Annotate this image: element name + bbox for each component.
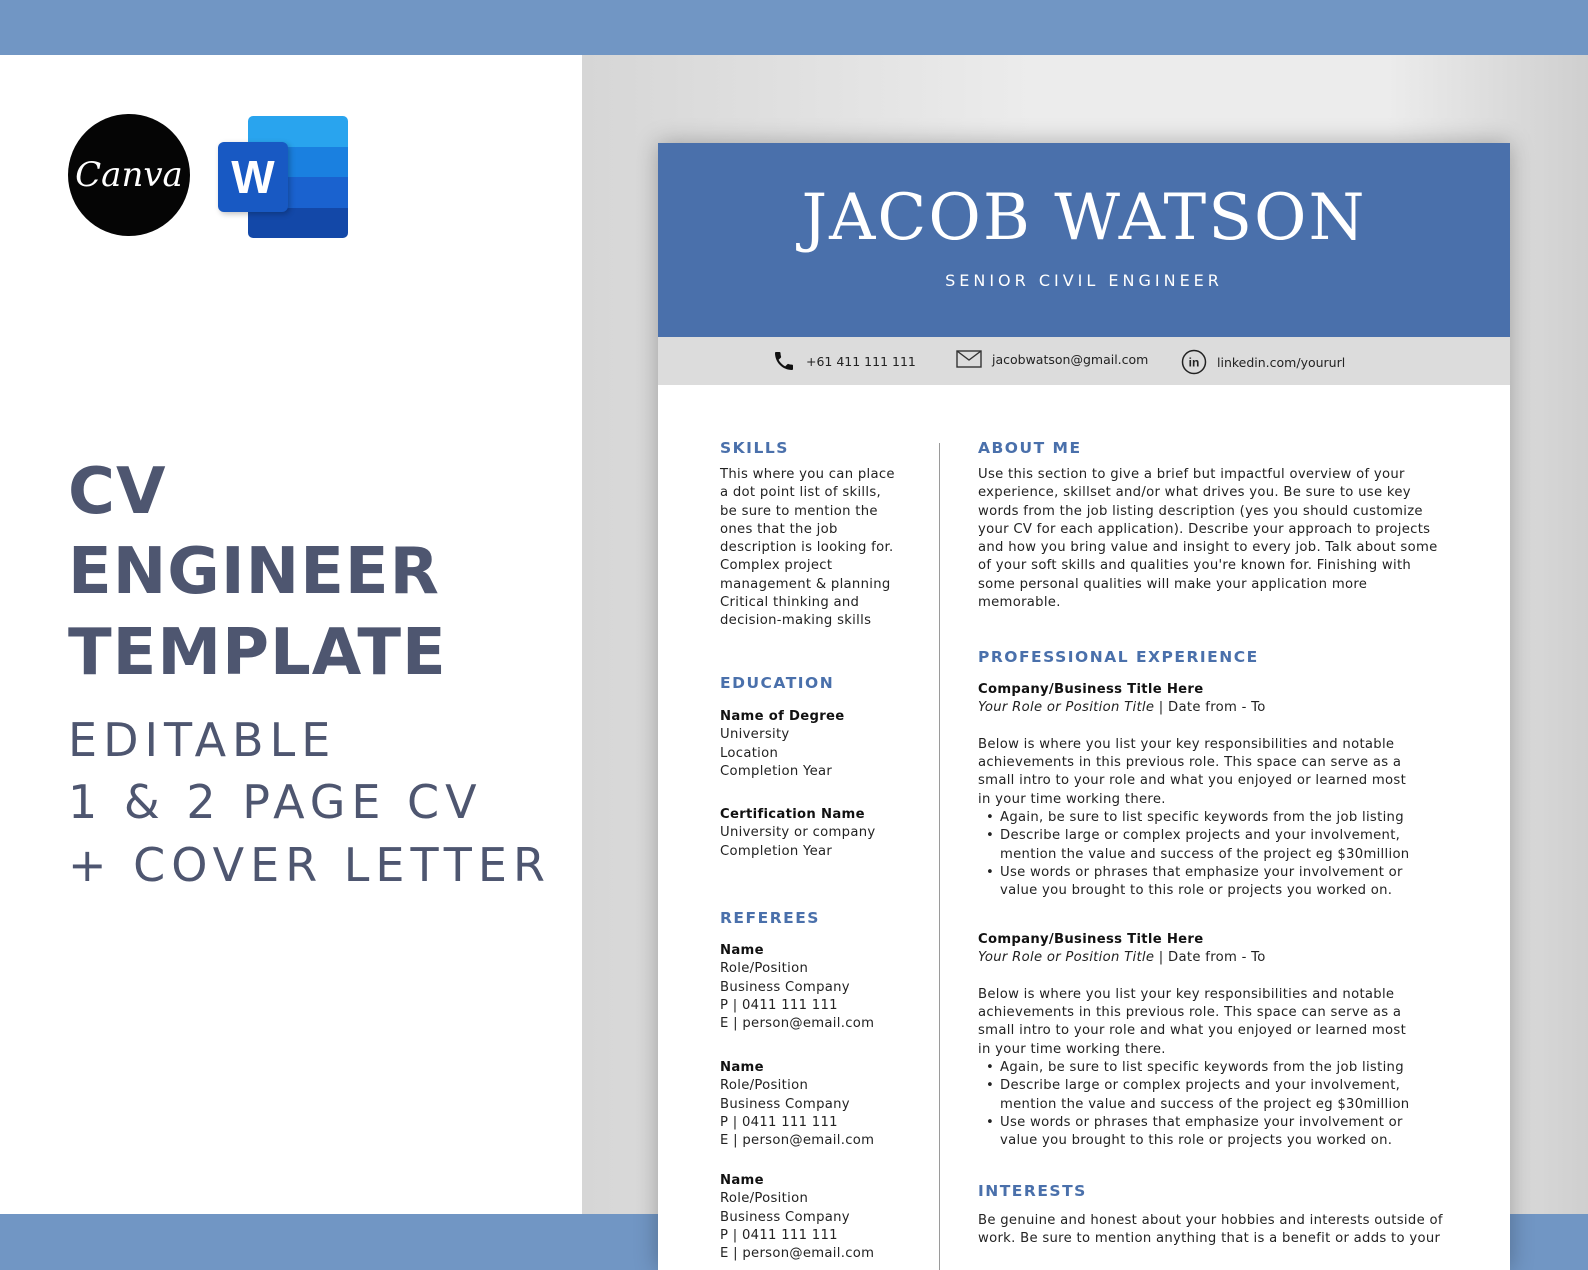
headline-line-2: ENGINEER [68, 535, 440, 609]
job-description-line: in your time working there. [978, 1041, 1166, 1057]
word-logo [218, 116, 350, 238]
job-description-line: small intro to your role and what you enjoyed or learned most [978, 1023, 1407, 1039]
referee-company: Business Company [720, 1096, 850, 1112]
referees-heading: REFEREES [720, 909, 820, 927]
referee-name: Name [720, 1173, 764, 1188]
resume-document [658, 143, 1510, 1270]
referee-entry [720, 1172, 874, 1263]
about-line: memorable. [978, 595, 1061, 611]
skills-line: Critical thinking and [720, 595, 860, 611]
envelope-icon [956, 349, 982, 369]
job-description-line: in your time working there. [978, 791, 1166, 807]
headline-line-1: CV [68, 455, 167, 529]
about-line: some personal qualities will make your application more [978, 576, 1368, 592]
referee-role: Role/Position [720, 1191, 809, 1207]
contact-linkedin [1181, 349, 1345, 375]
contact-email-text: jacobwatson@gmail.com [992, 351, 1149, 367]
job-description-line: Below is where you list your key responsibilities and notable [978, 736, 1395, 752]
interests-heading: INTERESTS [978, 1182, 1087, 1200]
job-bullet: • Again, be sure to list specific keywords from the job listing [978, 809, 1478, 827]
canva-logo-text: Canva [75, 155, 183, 195]
job-role: Your Role or Position Title [978, 950, 1155, 966]
job-dates: | Date from - To [1154, 950, 1266, 966]
job-bullet: • Again, be sure to list specific keywords from the job listing [978, 1059, 1478, 1077]
about-line: Use this section to give a brief but impactful overview of your [978, 467, 1405, 482]
job-description-line: Below is where you list your key responsibilities and notable [978, 986, 1395, 1002]
subline-2: 1 & 2 PAGE CV [68, 775, 483, 829]
job-description-line: achievements in this previous role. This space can serve as a [978, 755, 1402, 771]
referee-email: E | person@email.com [720, 1246, 875, 1262]
referee-email: E | person@email.com [720, 1133, 875, 1149]
skills-line: be sure to mention the [720, 503, 878, 519]
subline-3: + COVER LETTER [68, 838, 551, 892]
skills-text [720, 466, 895, 631]
referee-company: Business Company [720, 1209, 850, 1225]
referee-role: Role/Position [720, 961, 809, 977]
interests-text [978, 1212, 1443, 1249]
job-role: Your Role or Position Title [978, 700, 1155, 716]
interests-line: Be genuine and honest about your hobbies and interests outside of [978, 1213, 1443, 1228]
referee-phone: P | 0411 111 111 [720, 1114, 838, 1130]
skills-line: ones that the job [720, 521, 838, 537]
referee-entry [720, 942, 874, 1033]
referee-entry [720, 1059, 874, 1150]
referee-name: Name [720, 1060, 764, 1075]
top-band [0, 0, 1588, 55]
referee-phone: P | 0411 111 111 [720, 1227, 838, 1243]
about-heading: ABOUT ME [978, 439, 1082, 457]
word-logo-letter: W [218, 142, 288, 212]
resume-header [658, 143, 1510, 337]
linkedin-icon [1181, 349, 1207, 375]
job-bullet: • Use words or phrases that emphasize your involvement or value you brought to this role or projects you worked on. [978, 864, 1478, 901]
certification-name: Certification Name [720, 807, 865, 822]
referee-email: E | person@email.com [720, 1016, 875, 1032]
job-company: Company/Business Title Here [978, 932, 1204, 947]
contact-phone-text: +61 411 111 111 [806, 353, 916, 369]
job-company: Company/Business Title Here [978, 682, 1204, 697]
referee-role: Role/Position [720, 1078, 809, 1094]
phone-icon [772, 349, 796, 373]
job-bullet: • Describe large or complex projects and your involvement, mention the value and success of the project eg $30million [978, 1077, 1478, 1114]
about-text [978, 466, 1438, 612]
education-line: Location [720, 745, 779, 761]
skills-line: Complex project [720, 558, 833, 574]
headline-line-3: TEMPLATE [68, 616, 447, 690]
education-entry [720, 708, 845, 781]
contact-bar [658, 337, 1510, 385]
canva-logo [68, 114, 190, 236]
job-description-line: small intro to your role and what you enjoyed or learned most [978, 773, 1407, 789]
about-line: your CV for each application). Describe your approach to projects [978, 521, 1431, 537]
job-bullet: • Use words or phrases that emphasize your involvement or value you brought to this role or projects you worked on. [978, 1114, 1478, 1151]
svg-text:in: in [1188, 355, 1200, 370]
about-line: experience, skillset and/or what drives you. Be sure to use key [978, 485, 1411, 501]
job-bullet: • Describe large or complex projects and your involvement, mention the value and success of the project eg $30million [978, 827, 1478, 864]
interests-line: work. Be sure to mention anything that is a benefit or adds to your [978, 1231, 1441, 1247]
skills-line: decision-making skills [720, 613, 872, 629]
job-description-line: achievements in this previous role. This space can serve as a [978, 1005, 1402, 1021]
job-dates: | Date from - To [1154, 700, 1266, 716]
education-line: University or company [720, 825, 876, 841]
education-line: Completion Year [720, 763, 833, 779]
contact-phone [772, 349, 916, 373]
subline-1: EDITABLE [68, 713, 337, 767]
education-line: University [720, 727, 790, 743]
resume-job-title: SENIOR CIVIL ENGINEER [945, 271, 1223, 290]
education-line: Completion Year [720, 843, 833, 859]
experience-heading: PROFESSIONAL EXPERIENCE [978, 648, 1259, 666]
column-divider [939, 443, 940, 1270]
contact-email [956, 349, 1148, 369]
certification-entry [720, 806, 875, 861]
degree-name: Name of Degree [720, 709, 845, 724]
skills-line: description is looking for. [720, 540, 894, 556]
education-heading: EDUCATION [720, 674, 835, 692]
referee-company: Business Company [720, 979, 850, 995]
about-line: words from the job listing description (yes you should customize [978, 503, 1423, 519]
referee-phone: P | 0411 111 111 [720, 997, 838, 1013]
skills-heading: SKILLS [720, 439, 789, 457]
resume-name: JACOB WATSON [801, 181, 1367, 255]
skills-line: management & planning [720, 576, 891, 592]
referee-name: Name [720, 943, 764, 958]
contact-linkedin-text: linkedin.com/yoururl [1217, 354, 1346, 370]
job-entry [978, 681, 1478, 901]
job-entry [978, 931, 1478, 1151]
skills-line: a dot point list of skills, [720, 485, 882, 501]
skills-line: This where you can place [720, 467, 895, 482]
about-line: and how you bring value and insight to every job. Talk about some [978, 540, 1438, 556]
about-line: of your soft skills and qualities you're known for. Finishing with [978, 558, 1412, 574]
